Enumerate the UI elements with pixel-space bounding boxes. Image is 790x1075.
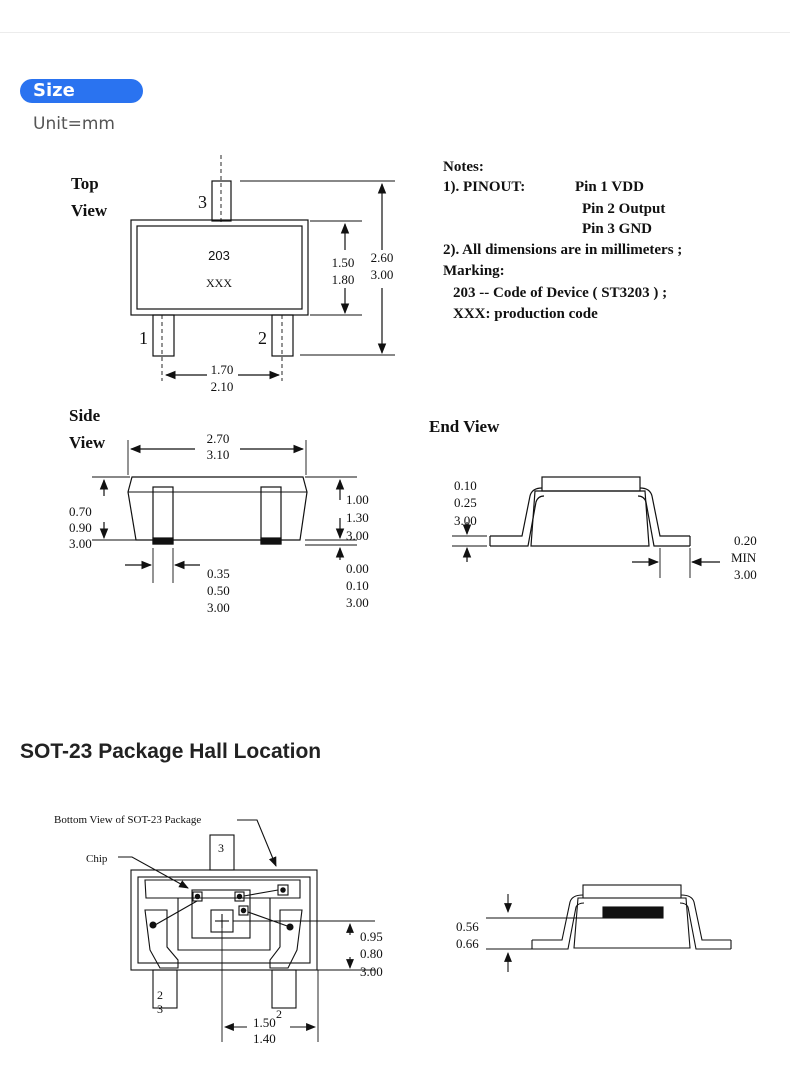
end-body-top: [542, 477, 640, 491]
hall-package-outer: [131, 870, 317, 970]
side-lead-right: [261, 487, 281, 544]
side-dim-lead-a: 0.35: [207, 566, 230, 581]
hall-pin3-left: 3: [157, 1002, 163, 1016]
side-dim-so-c: 3.00: [346, 595, 369, 610]
hall-dim-h-a: 1.50: [253, 1015, 276, 1030]
top-pin2: [272, 315, 293, 356]
top-pin1-label: 1: [139, 328, 148, 348]
side-view: [69, 406, 369, 615]
top-view-title-1: Top: [71, 174, 99, 193]
hall-dim-h-b: 1.40: [253, 1031, 276, 1046]
unit-text: Unit=mm: [33, 114, 115, 134]
dim-body-b: 1.80: [331, 272, 355, 287]
top-pin1: [153, 315, 174, 356]
end-lead-left-inner: [490, 496, 544, 546]
side-dim-so-b: 0.10: [346, 578, 369, 593]
top-view-title-2: View: [71, 201, 108, 220]
side-dim-h-a: 0.70: [69, 504, 92, 519]
top-pin3: [212, 181, 231, 221]
hall-dim-s-b: 0.66: [456, 936, 479, 951]
notes-block: [443, 159, 682, 322]
top-pin2-label: 2: [258, 328, 267, 348]
side-lead-left: [153, 487, 173, 544]
dim-total-b: 3.00: [370, 267, 394, 282]
notes-pin1: Pin 1 VDD: [575, 179, 644, 195]
side-dim-th-a: 1.00: [346, 492, 369, 507]
side-view-title-1: Side: [69, 406, 101, 425]
end-dim-r-b: MIN: [731, 550, 757, 565]
side-view-title-2: View: [69, 433, 106, 452]
side-dim-lead-b: 0.50: [207, 583, 230, 598]
end-view: [429, 417, 757, 582]
side-dim-th-b: 1.30: [346, 510, 369, 525]
hall-pin2-left: 2: [157, 988, 163, 1002]
dim-total-a: 2.60: [370, 250, 394, 265]
end-lead-right-inner: [638, 496, 690, 546]
notes-marking-title: Marking:: [443, 263, 505, 279]
hall-dim-v-b: 0.80: [360, 946, 383, 961]
side-dim-len-b: 3.10: [206, 447, 230, 462]
end-view-title: End View: [429, 417, 500, 436]
dim-body-a: 1.50: [331, 255, 355, 270]
side-dim-so-a: 0.00: [346, 561, 369, 576]
hall-dim-v-a: 0.95: [360, 929, 383, 944]
end-dim-c: 3.00: [454, 513, 477, 528]
notes-marking-xxx: XXX: production code: [453, 306, 598, 322]
notes-dimensions: 2). All dimensions are in millimeters ;: [443, 242, 683, 258]
hall-dim-v-c: 3.00: [360, 964, 383, 979]
notes-marking-203: 203 -- Code of Device ( ST3203 ) ;: [453, 285, 668, 301]
top-pin3-label: 3: [198, 192, 207, 212]
end-dim-a: 0.10: [454, 478, 477, 493]
notes-title: Notes:: [443, 159, 484, 175]
bottom-view-label: Bottom View of SOT-23 Package: [54, 814, 202, 826]
end-dim-b: 0.25: [454, 495, 477, 510]
end-dim-r-a: 0.20: [734, 533, 757, 548]
size-badge-label: Size: [33, 80, 75, 101]
side-dim-len-a: 2.70: [206, 431, 230, 446]
end-body: [531, 491, 649, 546]
hall-section-title: SOT-23 Package Hall Location: [20, 740, 322, 763]
top-body-outer: [131, 220, 308, 315]
dim-pitch-a: 1.70: [210, 362, 234, 377]
dim-pitch-b: 2.10: [210, 379, 234, 394]
notes-pinout-label: 1). PINOUT:: [443, 179, 526, 195]
side-dim-h-b: 0.90: [69, 520, 92, 535]
notes-pin3: Pin 3 GND: [582, 221, 653, 237]
hall-pin2-right: 2: [276, 1007, 282, 1021]
marking-xxx: XXX: [206, 276, 232, 290]
end-dim-r-c: 3.00: [734, 567, 757, 582]
chip-label: Chip: [86, 853, 108, 865]
top-view: [71, 155, 395, 394]
hall-pin3-label: 3: [218, 841, 224, 855]
hall-dim-s-a: 0.56: [456, 919, 479, 934]
side-dim-th-c: 3.00: [346, 528, 369, 543]
hall-side-view: [456, 885, 731, 972]
marking-code: 203: [208, 248, 230, 263]
side-dim-lead-c: 3.00: [207, 600, 230, 615]
hall-bottom-view: [54, 814, 383, 1046]
notes-pin2: Pin 2 Output: [582, 201, 666, 217]
top-body-inner: [137, 226, 302, 309]
side-dim-h-c: 3.00: [69, 536, 92, 551]
